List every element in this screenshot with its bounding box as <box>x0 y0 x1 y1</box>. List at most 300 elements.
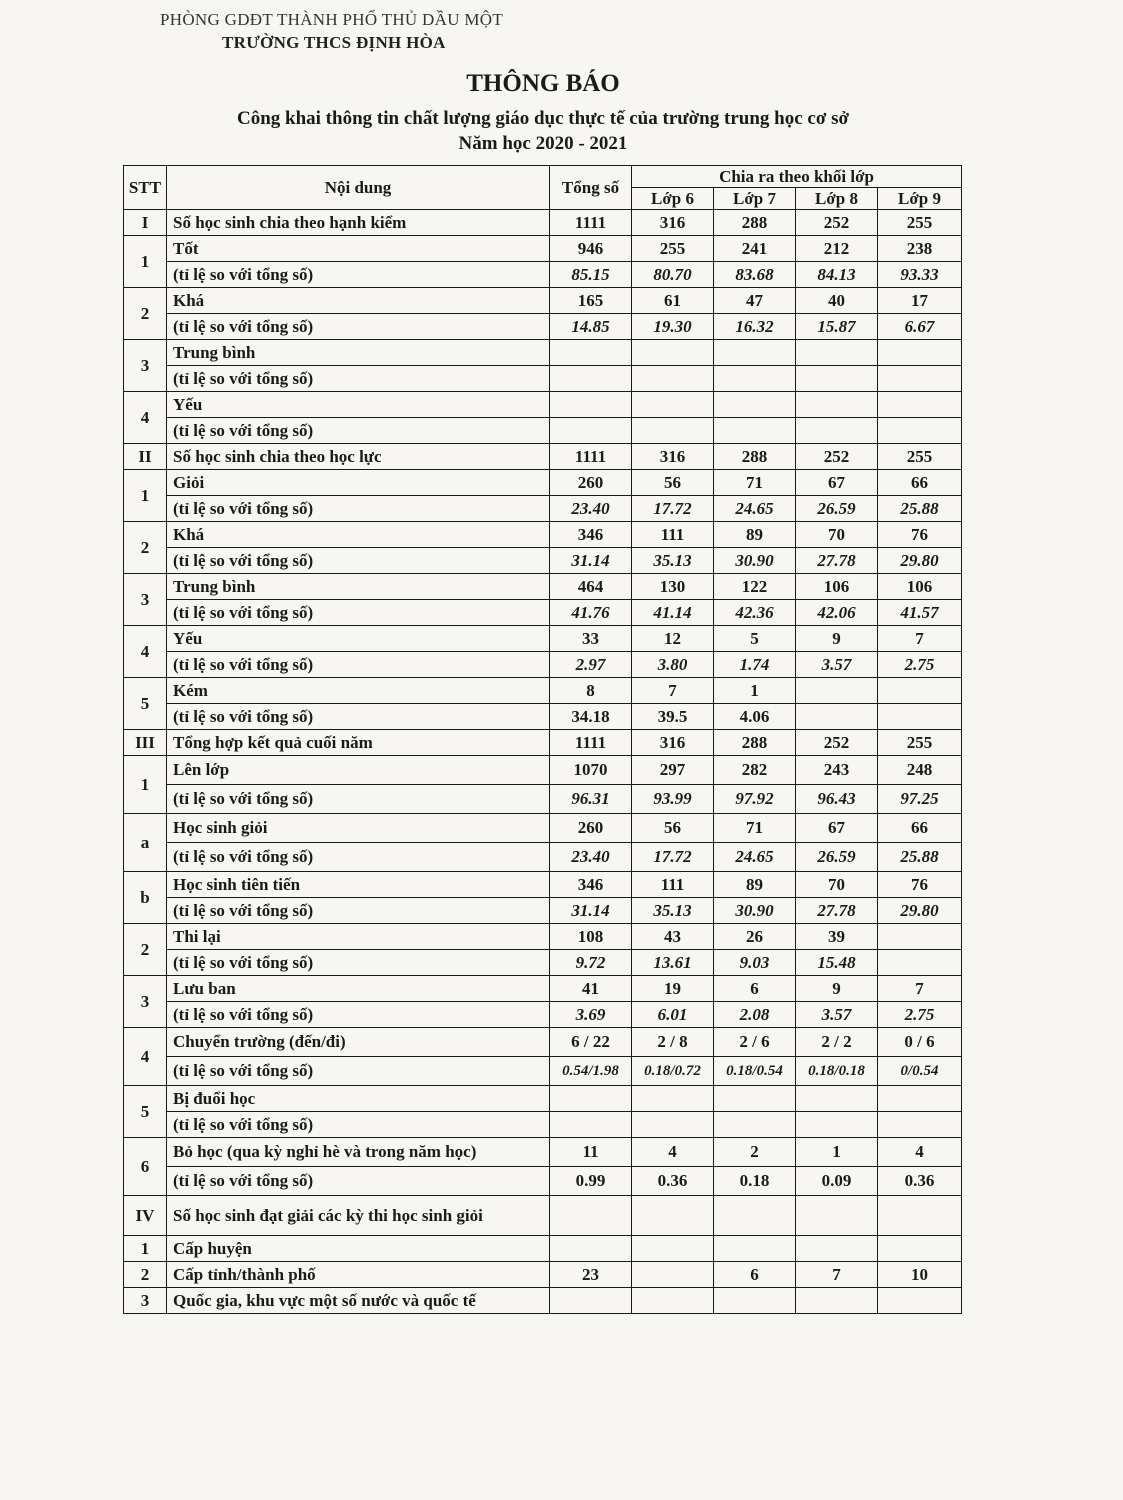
rate-value: 14.85 <box>550 314 632 340</box>
table-row <box>124 1262 962 1288</box>
row-value <box>632 1236 714 1262</box>
row-value <box>796 1288 878 1314</box>
row-value: 1 <box>796 1138 878 1167</box>
row-value: 297 <box>632 756 714 785</box>
table-row <box>124 678 962 704</box>
rate-value: 0.18/0.54 <box>714 1057 796 1086</box>
rate-value <box>714 366 796 392</box>
row-value <box>796 392 878 418</box>
department-name: PHÒNG GDĐT THÀNH PHỐ THỦ DẦU MỘT <box>160 10 504 29</box>
row-stt: 1 <box>124 1236 167 1262</box>
rate-value: 15.48 <box>796 950 878 976</box>
row-value: 56 <box>632 814 714 843</box>
table-row <box>124 1236 962 1262</box>
row-value <box>714 392 796 418</box>
row-value: 71 <box>714 470 796 496</box>
table-row <box>124 288 962 314</box>
row-value <box>878 392 962 418</box>
row-stt: 5 <box>124 1086 167 1138</box>
rate-label: (tỉ lệ so với tổng số) <box>167 600 550 626</box>
rate-row <box>124 704 962 730</box>
row-label: Chuyển trường (đến/đi) <box>167 1028 550 1057</box>
row-value: 67 <box>796 470 878 496</box>
row-value: 106 <box>878 574 962 600</box>
document-title: THÔNG BÁO <box>466 70 620 97</box>
rate-row <box>124 785 962 814</box>
table-row <box>124 522 962 548</box>
rate-label: (tỉ lệ so với tổng số) <box>167 1112 550 1138</box>
rate-label: (tỉ lệ so với tổng số) <box>167 418 550 444</box>
row-value <box>878 924 962 950</box>
rate-value: 2.08 <box>714 1002 796 1028</box>
rate-value: 41.57 <box>878 600 962 626</box>
rate-value: 3.57 <box>796 1002 878 1028</box>
row-value: 1070 <box>550 756 632 785</box>
rate-value: 30.90 <box>714 898 796 924</box>
rate-value: 97.92 <box>714 785 796 814</box>
rate-value <box>796 418 878 444</box>
row-stt: 2 <box>124 288 167 340</box>
row-value: 71 <box>714 814 796 843</box>
rate-value: 0.36 <box>878 1167 962 1196</box>
row-label: Lên lớp <box>167 756 550 785</box>
rate-value: 41.14 <box>632 600 714 626</box>
rate-value: 17.72 <box>632 496 714 522</box>
row-value: 212 <box>796 236 878 262</box>
row-value: 288 <box>714 210 796 236</box>
rate-value <box>714 1112 796 1138</box>
row-value <box>714 1236 796 1262</box>
rate-value <box>632 418 714 444</box>
row-value <box>796 1196 878 1236</box>
row-value: 346 <box>550 522 632 548</box>
row-value <box>550 1086 632 1112</box>
rate-value: 0.36 <box>632 1167 714 1196</box>
row-label: Thi lại <box>167 924 550 950</box>
row-value: 6 <box>714 976 796 1002</box>
rate-value: 80.70 <box>632 262 714 288</box>
row-value <box>796 678 878 704</box>
row-value: 252 <box>796 210 878 236</box>
rate-value <box>632 366 714 392</box>
rate-value: 0.99 <box>550 1167 632 1196</box>
row-value: 288 <box>714 730 796 756</box>
row-label: Số học sinh chia theo hạnh kiểm <box>167 210 550 236</box>
rate-value <box>878 950 962 976</box>
row-value: 4 <box>632 1138 714 1167</box>
rate-row <box>124 1167 962 1196</box>
rate-label: (tỉ lệ so với tổng số) <box>167 548 550 574</box>
row-label: Giỏi <box>167 470 550 496</box>
section-row <box>124 1196 962 1236</box>
rate-value: 97.25 <box>878 785 962 814</box>
rate-value: 0.54/1.98 <box>550 1057 632 1086</box>
row-value: 9 <box>796 626 878 652</box>
row-value: 122 <box>714 574 796 600</box>
rate-value: 29.80 <box>878 548 962 574</box>
section-row <box>124 444 962 470</box>
row-label: Quốc gia, khu vực một số nước và quốc tế <box>167 1288 550 1314</box>
row-value: 316 <box>632 730 714 756</box>
row-value: 39 <box>796 924 878 950</box>
rate-value: 29.80 <box>878 898 962 924</box>
row-value <box>632 1288 714 1314</box>
row-value <box>550 1288 632 1314</box>
row-value: 33 <box>550 626 632 652</box>
row-label: Yếu <box>167 626 550 652</box>
rate-value: 2.97 <box>550 652 632 678</box>
table-row <box>124 626 962 652</box>
school-name: TRƯỜNG THCS ĐỊNH HÒA <box>222 33 446 52</box>
row-stt: 3 <box>124 976 167 1028</box>
row-value: 111 <box>632 522 714 548</box>
rate-row <box>124 843 962 872</box>
rate-value: 24.65 <box>714 496 796 522</box>
row-stt: I <box>124 210 167 236</box>
rate-row <box>124 950 962 976</box>
rate-row <box>124 548 962 574</box>
row-value: 9 <box>796 976 878 1002</box>
rate-value: 41.76 <box>550 600 632 626</box>
row-value: 7 <box>878 626 962 652</box>
rate-row <box>124 898 962 924</box>
rate-value: 27.78 <box>796 548 878 574</box>
row-value: 243 <box>796 756 878 785</box>
row-label: Trung bình <box>167 574 550 600</box>
rate-label: (tỉ lệ so với tổng số) <box>167 366 550 392</box>
table-row <box>124 236 962 262</box>
quality-table <box>123 165 962 1314</box>
row-value: 23 <box>550 1262 632 1288</box>
row-value: 248 <box>878 756 962 785</box>
row-value <box>714 1086 796 1112</box>
row-value <box>878 1288 962 1314</box>
row-stt: 1 <box>124 470 167 522</box>
row-value <box>632 1262 714 1288</box>
rate-value: 26.59 <box>796 843 878 872</box>
rate-value <box>796 704 878 730</box>
row-value: 12 <box>632 626 714 652</box>
row-value <box>550 1196 632 1236</box>
row-value: 47 <box>714 288 796 314</box>
rate-label: (tỉ lệ so với tổng số) <box>167 704 550 730</box>
row-stt: 2 <box>124 924 167 976</box>
rate-value <box>796 366 878 392</box>
row-value: 130 <box>632 574 714 600</box>
table-row <box>124 574 962 600</box>
row-value: 6 <box>714 1262 796 1288</box>
table-row <box>124 340 962 366</box>
rate-value: 6.67 <box>878 314 962 340</box>
row-value: 61 <box>632 288 714 314</box>
row-value: 5 <box>714 626 796 652</box>
rate-value: 30.90 <box>714 548 796 574</box>
row-value <box>632 392 714 418</box>
rate-value: 42.06 <box>796 600 878 626</box>
rate-value: 0.18 <box>714 1167 796 1196</box>
row-value <box>714 340 796 366</box>
header-grade: Lớp 6 <box>632 188 714 210</box>
rate-value: 13.61 <box>632 950 714 976</box>
rate-value: 3.57 <box>796 652 878 678</box>
row-value: 56 <box>632 470 714 496</box>
row-value: 76 <box>878 522 962 548</box>
row-stt: IV <box>124 1196 167 1236</box>
header-grade: Lớp 9 <box>878 188 962 210</box>
rate-value: 23.40 <box>550 496 632 522</box>
row-value <box>796 340 878 366</box>
rate-label: (tỉ lệ so với tổng số) <box>167 950 550 976</box>
row-value: 70 <box>796 522 878 548</box>
rate-row <box>124 652 962 678</box>
document-header <box>160 8 503 54</box>
row-value: 316 <box>632 210 714 236</box>
row-value: 106 <box>796 574 878 600</box>
table-row <box>124 756 962 785</box>
rate-value: 19.30 <box>632 314 714 340</box>
rate-value: 83.68 <box>714 262 796 288</box>
rate-value: 96.43 <box>796 785 878 814</box>
row-value: 1111 <box>550 444 632 470</box>
row-value: 108 <box>550 924 632 950</box>
subtitle-line-1: Công khai thông tin chất lượng giáo dục thực tế của trường trung học cơ sở <box>236 108 850 129</box>
rate-row <box>124 496 962 522</box>
row-value: 7 <box>878 976 962 1002</box>
rate-value <box>632 1112 714 1138</box>
rate-value <box>550 1112 632 1138</box>
rate-value: 3.80 <box>632 652 714 678</box>
row-value <box>796 1086 878 1112</box>
table-body <box>124 210 962 1314</box>
table-row <box>124 1288 962 1314</box>
row-label: Tốt <box>167 236 550 262</box>
rate-value: 2.75 <box>878 1002 962 1028</box>
row-stt: 4 <box>124 1028 167 1086</box>
rate-label: (tỉ lệ so với tổng số) <box>167 314 550 340</box>
table-row <box>124 470 962 496</box>
row-value: 2 / 8 <box>632 1028 714 1057</box>
rate-value <box>550 418 632 444</box>
row-stt: 3 <box>124 574 167 626</box>
rate-value: 24.65 <box>714 843 796 872</box>
row-value: 111 <box>632 872 714 898</box>
rate-label: (tỉ lệ so với tổng số) <box>167 898 550 924</box>
row-label: Kém <box>167 678 550 704</box>
row-value: 66 <box>878 470 962 496</box>
row-value: 255 <box>878 730 962 756</box>
rate-value <box>878 366 962 392</box>
row-value: 6 / 22 <box>550 1028 632 1057</box>
table-row <box>124 976 962 1002</box>
row-label: Học sinh tiên tiến <box>167 872 550 898</box>
row-value: 67 <box>796 814 878 843</box>
row-label: Tổng hợp kết quả cuối năm <box>167 730 550 756</box>
rate-value: 1.74 <box>714 652 796 678</box>
row-stt: 3 <box>124 1288 167 1314</box>
row-value: 8 <box>550 678 632 704</box>
row-stt: 4 <box>124 626 167 678</box>
row-label: Số học sinh đạt giải các kỳ thi học sinh giỏi <box>167 1196 550 1236</box>
rate-value: 34.18 <box>550 704 632 730</box>
rate-row <box>124 1057 962 1086</box>
rate-value: 35.13 <box>632 898 714 924</box>
row-value: 26 <box>714 924 796 950</box>
rate-label: (tỉ lệ so với tổng số) <box>167 1057 550 1086</box>
header-stt: STT <box>124 166 167 210</box>
row-value: 316 <box>632 444 714 470</box>
row-value: 946 <box>550 236 632 262</box>
rate-value: 0.18/0.72 <box>632 1057 714 1086</box>
row-label: Lưu ban <box>167 976 550 1002</box>
row-value: 2 <box>714 1138 796 1167</box>
row-value: 241 <box>714 236 796 262</box>
row-value <box>550 1236 632 1262</box>
row-value <box>632 1086 714 1112</box>
row-value <box>714 1288 796 1314</box>
rate-value: 3.69 <box>550 1002 632 1028</box>
row-label: Học sinh giỏi <box>167 814 550 843</box>
rate-value <box>878 704 962 730</box>
row-stt: 2 <box>124 522 167 574</box>
rate-label: (tỉ lệ so với tổng số) <box>167 1167 550 1196</box>
row-value: 0 / 6 <box>878 1028 962 1057</box>
row-value: 252 <box>796 444 878 470</box>
row-label: Khá <box>167 522 550 548</box>
row-stt: a <box>124 814 167 872</box>
rate-value: 42.36 <box>714 600 796 626</box>
row-value: 76 <box>878 872 962 898</box>
row-value <box>550 340 632 366</box>
row-value: 40 <box>796 288 878 314</box>
rate-label: (tỉ lệ so với tổng số) <box>167 262 550 288</box>
rate-value <box>878 418 962 444</box>
row-value: 1111 <box>550 210 632 236</box>
rate-value: 23.40 <box>550 843 632 872</box>
rate-value: 96.31 <box>550 785 632 814</box>
row-label: Cấp huyện <box>167 1236 550 1262</box>
row-value: 346 <box>550 872 632 898</box>
rate-label: (tỉ lệ so với tổng số) <box>167 652 550 678</box>
row-value: 89 <box>714 522 796 548</box>
header-content: Nội dung <box>167 166 550 210</box>
row-value <box>878 1196 962 1236</box>
rate-value: 25.88 <box>878 843 962 872</box>
rate-value: 93.33 <box>878 262 962 288</box>
row-value: 19 <box>632 976 714 1002</box>
row-value: 1111 <box>550 730 632 756</box>
rate-value: 0.09 <box>796 1167 878 1196</box>
rate-value: 16.32 <box>714 314 796 340</box>
rate-value: 2.75 <box>878 652 962 678</box>
section-row <box>124 210 962 236</box>
row-stt: b <box>124 872 167 924</box>
row-value: 43 <box>632 924 714 950</box>
rate-value: 9.72 <box>550 950 632 976</box>
rate-value: 93.99 <box>632 785 714 814</box>
rate-row <box>124 1112 962 1138</box>
rate-value <box>550 366 632 392</box>
section-row <box>124 730 962 756</box>
rate-value: 17.72 <box>632 843 714 872</box>
rate-label: (tỉ lệ so với tổng số) <box>167 496 550 522</box>
row-stt: 4 <box>124 392 167 444</box>
document-subtitle <box>0 106 1086 156</box>
row-value <box>550 392 632 418</box>
row-label: Khá <box>167 288 550 314</box>
row-value: 255 <box>878 210 962 236</box>
row-value: 7 <box>632 678 714 704</box>
row-value: 238 <box>878 236 962 262</box>
row-value: 11 <box>550 1138 632 1167</box>
row-value: 255 <box>878 444 962 470</box>
rate-value: 85.15 <box>550 262 632 288</box>
rate-label: (tỉ lệ so với tổng số) <box>167 843 550 872</box>
table-row <box>124 872 962 898</box>
rate-value <box>878 1112 962 1138</box>
row-stt: 6 <box>124 1138 167 1196</box>
row-label: Cấp tỉnh/thành phố <box>167 1262 550 1288</box>
row-value: 17 <box>878 288 962 314</box>
row-stt: III <box>124 730 167 756</box>
row-value: 2 / 2 <box>796 1028 878 1057</box>
rate-value: 25.88 <box>878 496 962 522</box>
row-value: 2 / 6 <box>714 1028 796 1057</box>
subtitle-line-2: Năm học 2020 - 2021 <box>458 133 628 154</box>
rate-label: (tỉ lệ so với tổng số) <box>167 1002 550 1028</box>
header-grade: Lớp 8 <box>796 188 878 210</box>
row-value: 4 <box>878 1138 962 1167</box>
rate-value: 0/0.54 <box>878 1057 962 1086</box>
rate-row <box>124 1002 962 1028</box>
row-value <box>878 340 962 366</box>
row-value <box>878 1236 962 1262</box>
rate-row <box>124 262 962 288</box>
rate-value: 26.59 <box>796 496 878 522</box>
rate-value: 4.06 <box>714 704 796 730</box>
rate-value: 0.18/0.18 <box>796 1057 878 1086</box>
rate-value <box>714 418 796 444</box>
table-row <box>124 924 962 950</box>
rate-value: 9.03 <box>714 950 796 976</box>
row-stt: II <box>124 444 167 470</box>
rate-value: 15.87 <box>796 314 878 340</box>
rate-row <box>124 600 962 626</box>
row-value: 260 <box>550 814 632 843</box>
rate-label: (tỉ lệ so với tổng số) <box>167 785 550 814</box>
row-value: 464 <box>550 574 632 600</box>
header-total: Tổng số <box>550 166 632 210</box>
row-value: 70 <box>796 872 878 898</box>
rate-value <box>796 1112 878 1138</box>
row-value: 288 <box>714 444 796 470</box>
row-value: 165 <box>550 288 632 314</box>
row-label: Bỏ học (qua kỳ nghỉ hè và trong năm học) <box>167 1138 550 1167</box>
rate-value: 84.13 <box>796 262 878 288</box>
row-stt: 1 <box>124 236 167 288</box>
header-grade-group: Chia ra theo khối lớp <box>632 166 962 188</box>
row-value: 89 <box>714 872 796 898</box>
row-label: Bị đuổi học <box>167 1086 550 1112</box>
row-stt: 3 <box>124 340 167 392</box>
row-value: 10 <box>878 1262 962 1288</box>
row-value <box>878 1086 962 1112</box>
row-label: Số học sinh chia theo học lực <box>167 444 550 470</box>
row-value: 66 <box>878 814 962 843</box>
rate-row <box>124 314 962 340</box>
rate-value: 31.14 <box>550 548 632 574</box>
rate-value: 31.14 <box>550 898 632 924</box>
rate-row <box>124 366 962 392</box>
